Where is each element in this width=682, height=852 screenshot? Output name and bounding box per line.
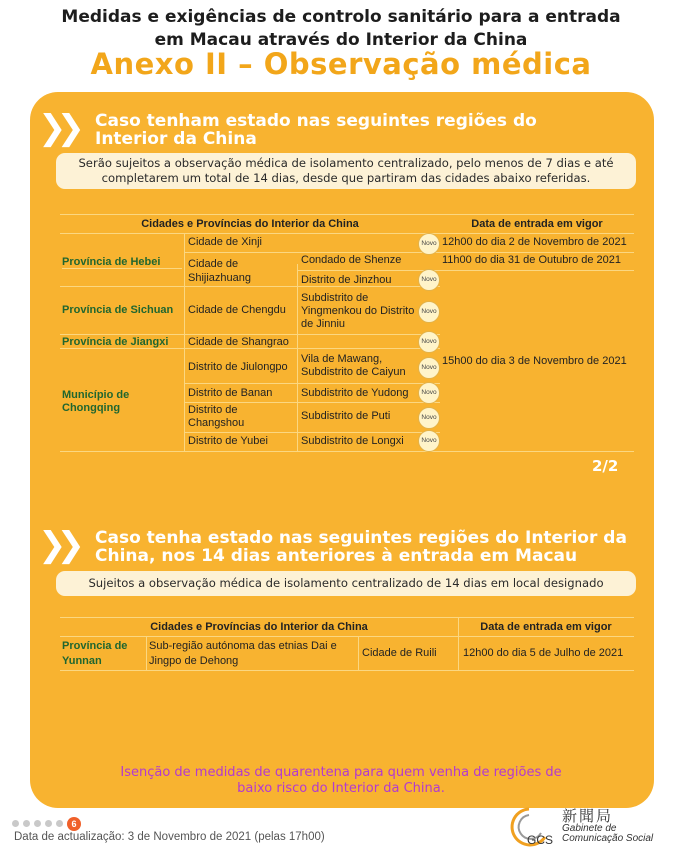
new-badge: Novo [418, 233, 440, 255]
section2-title: Caso tenha estado nas seguintes regiões do Interior da China, nos 14 dias anteriores à entrada em Macau [95, 528, 627, 566]
new-badge: Novo [418, 407, 440, 429]
s1-header-places: Cidades e Províncias do Interior da China [60, 214, 440, 234]
exemption-text: Isenção de medidas de quarentena para quem venha de regiões de baixo risco do Interior da China. [120, 765, 562, 796]
new-badge: Novo [418, 331, 440, 353]
update-date: Data de actualização: 3 de Novembro de 2021 (pelas 17h00) [14, 831, 325, 843]
province-sichuan: Província de Sichuan [62, 304, 174, 316]
current-page-dot[interactable]: 6 [67, 817, 81, 831]
subdistrict-yingmenkou: Subdistrito de Yingmenkou do Distrito de Jinniu [301, 292, 415, 330]
district-jinzhou: Distrito de Jinzhou [301, 274, 392, 286]
province-jiangxi: Província de Jiangxi [62, 336, 169, 348]
section1-table [60, 214, 634, 452]
section2-note: Sujeitos a observação médica de isolamento centralizado de 14 dias em local designado [56, 571, 636, 596]
subdistrict-puti: Subdistrito de Puti [301, 410, 391, 422]
title-line-1: Medidas e exigências de controlo sanitário para a entrada [61, 7, 621, 27]
gcs-logo-pt-line1: Gabinete de [562, 823, 617, 834]
double-chevron-icon: ❯❯ [38, 108, 75, 148]
gcs-logo-pt [562, 824, 653, 844]
page-dot[interactable] [12, 820, 19, 827]
county-shenze: Condado de Shenze [301, 254, 402, 266]
city-chengdu: Cidade de Chengdu [188, 304, 286, 316]
section1-title: Caso tenham estado nas seguintes regiões do Interior da China [95, 111, 537, 149]
page-dot[interactable] [56, 820, 63, 827]
annex-subtitle: Anexo II – Observação médica [90, 47, 592, 81]
city-ruili: Cidade de Ruili [362, 647, 437, 659]
page-indicator [12, 813, 85, 832]
section1-note: Serão sujeitos a observação médica de isolamento centralizado, pelo menos de 7 dias e até completarem um total de 14 dias, desde que partiram das cidades abaixo referidas. [56, 153, 636, 189]
s2-header-places: Cidades e Províncias do Interior da China [60, 617, 458, 637]
city-shijiazhuang: Cidade de Shijiazhuang [188, 258, 251, 284]
gcs-logo-letters: GCS [527, 833, 553, 847]
district-banan: Distrito de Banan [188, 387, 273, 399]
page-dot[interactable] [45, 820, 52, 827]
s2-header-date: Data de entrada em vigor [458, 617, 634, 637]
region-dehong: Sub-região autónoma das etnias Dai e Jingpo de Dehong [149, 640, 337, 667]
gcs-logo-cn: 新聞局 [562, 807, 614, 825]
province-hebei: Província de Hebei [62, 256, 182, 269]
double-chevron-icon: ❯❯ [38, 525, 75, 565]
title-line-2: em Macau através do Interior da China [154, 30, 528, 50]
subdistrict-longxi: Subdistrito de Longxi [301, 435, 404, 447]
page-title [0, 6, 682, 52]
new-badge: Novo [418, 430, 440, 452]
province-yunnan: Província de Yunnan [62, 640, 128, 667]
new-badge: Novo [418, 269, 440, 291]
s1-header-date: Data de entrada em vigor [440, 214, 634, 234]
exemption-note [0, 765, 682, 797]
gcs-logo-pt-line2: Comunicação Social [562, 833, 654, 844]
district-yubei: Distrito de Yubei [188, 435, 268, 447]
subdistrict-caiyun: Vila de Mawang, Subdistrito de Caiyun [301, 353, 406, 378]
page-dot[interactable] [23, 820, 30, 827]
table-pager: 2/2 [592, 457, 619, 475]
section2-table [60, 617, 634, 671]
city-shangrao: Cidade de Shangrao [188, 336, 289, 348]
new-badge: Novo [418, 357, 440, 379]
district-changshou: Distrito de Changshou [188, 404, 245, 429]
page-dot[interactable] [34, 820, 41, 827]
new-badge: Novo [418, 382, 440, 404]
subdistrict-yudong: Subdistrito de Yudong [301, 387, 409, 399]
city-xinji: Cidade de Xinji [188, 236, 262, 248]
district-jiulongpo: Distrito de Jiulongpo [188, 361, 288, 373]
date-nov-3: 15h00 do dia 3 de Novembro de 2021 [442, 355, 627, 367]
date-jul-5: 12h00 do dia 5 de Julho de 2021 [463, 647, 624, 659]
new-badge: Novo [418, 301, 440, 323]
date-oct-31: 11h00 do dia 31 de Outubro de 2021 [442, 254, 622, 266]
date-nov-2: 12h00 do dia 2 de Novembro de 2021 [442, 236, 627, 248]
gcs-logo-icon [505, 805, 553, 849]
municipality-chongqing: Município de Chongqing [62, 389, 130, 414]
